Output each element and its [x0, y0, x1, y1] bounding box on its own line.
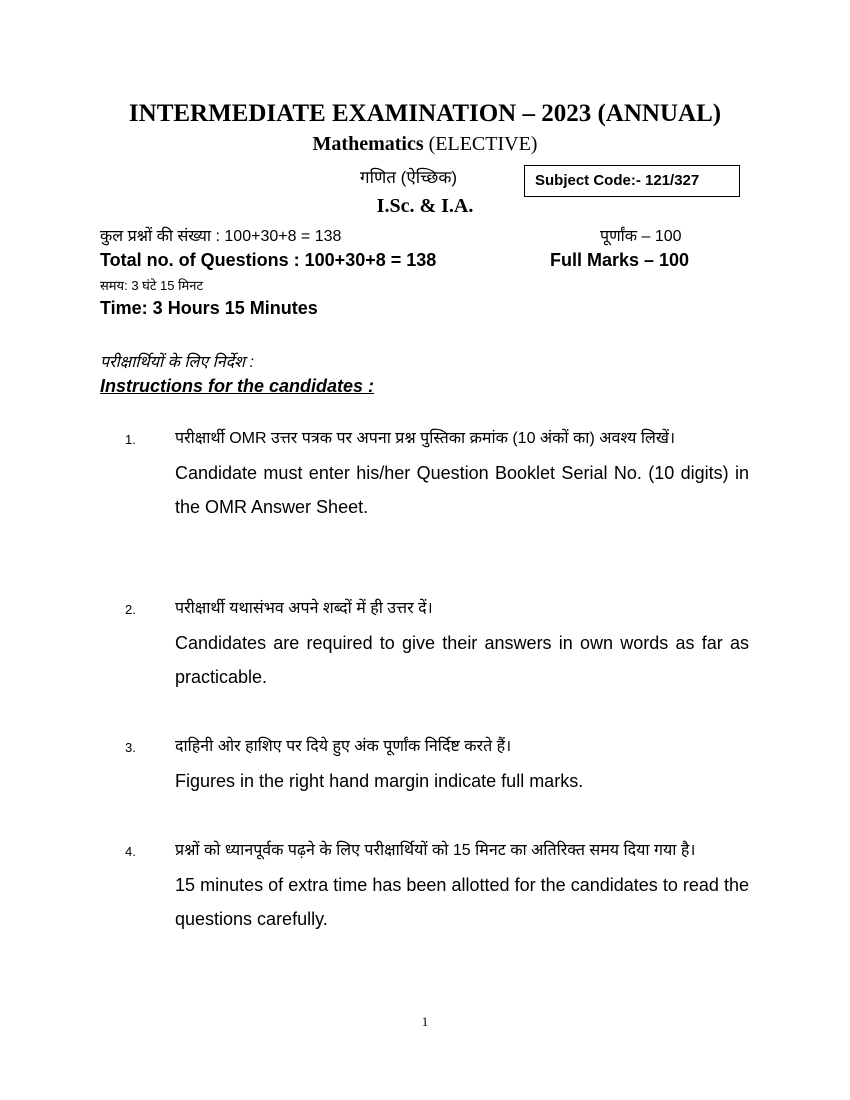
- stream-label: I.Sc. & I.A.: [376, 195, 474, 217]
- instruction-text-hindi: परीक्षार्थी OMR उत्तर पत्रक पर अपना प्रश्न पुस्तिका क्रमांक (10 अंकों का) अवश्य लिखें।: [175, 430, 676, 447]
- subject-title: [0, 133, 850, 156]
- instruction-text-english: 15 minutes of extra time has been allotted for the candidates to read the questions carefully.: [175, 875, 749, 929]
- exam-title: INTERMEDIATE EXAMINATION – 2023 (ANNUAL): [128, 100, 722, 127]
- subject-title-hindi: गणित (ऐच्छिक): [360, 168, 458, 187]
- instruction-number: 3.: [125, 740, 136, 755]
- instructions-heading-hindi: परीक्षार्थियों के लिए निर्देश :: [100, 354, 254, 371]
- time-hindi: समय: 3 घंटे 15 मिनट: [100, 278, 203, 293]
- time-allowed: Time: 3 Hours 15 Minutes: [100, 298, 318, 318]
- total-questions-hindi: कुल प्रश्नों की संख्या : 100+30+8 = 138: [100, 228, 342, 245]
- instruction-number: 2.: [125, 602, 136, 617]
- full-marks: Full Marks – 100: [550, 250, 690, 270]
- instruction-text-hindi: प्रश्नों को ध्यानपूर्वक पढ़ने के लिए परीक्षार्थियों को 15 मिनट का अतिरिक्त समय दिया गया है।: [175, 842, 696, 859]
- instruction-text-hindi: दाहिनी ओर हाशिए पर दिये हुए अंक पूर्णांक निर्दिष्ट करते हैं।: [175, 738, 512, 755]
- instruction-item: [175, 422, 749, 524]
- instruction-text-english: Candidate must enter his/her Question Booklet Serial No. (10 digits) in the OMR Answer Sheet.: [175, 463, 749, 517]
- subject-qualifier: (ELECTIVE): [423, 133, 538, 155]
- instruction-number: 1.: [125, 432, 136, 447]
- instructions-heading: Instructions for the candidates :: [100, 376, 375, 396]
- instruction-text-hindi: परीक्षार्थी यथासंभव अपने शब्दों में ही उत्तर दें।: [175, 600, 433, 617]
- instruction-number: 4.: [125, 844, 136, 859]
- page-number: 1: [421, 1014, 429, 1029]
- instruction-item: [175, 592, 749, 694]
- instruction-item: [175, 730, 749, 798]
- subject-name: Mathematics: [312, 133, 424, 155]
- subject-code: Subject Code:- 121/327: [535, 172, 700, 189]
- subject-code-box: [524, 165, 740, 197]
- instruction-text-english: Candidates are required to give their answers in own words as far as practicable.: [175, 633, 749, 687]
- total-questions: Total no. of Questions : 100+30+8 = 138: [100, 250, 437, 270]
- full-marks-hindi: पूर्णांक – 100: [600, 228, 682, 245]
- instruction-item: [175, 834, 749, 936]
- instruction-text-english: Figures in the right hand margin indicate full marks.: [175, 771, 584, 791]
